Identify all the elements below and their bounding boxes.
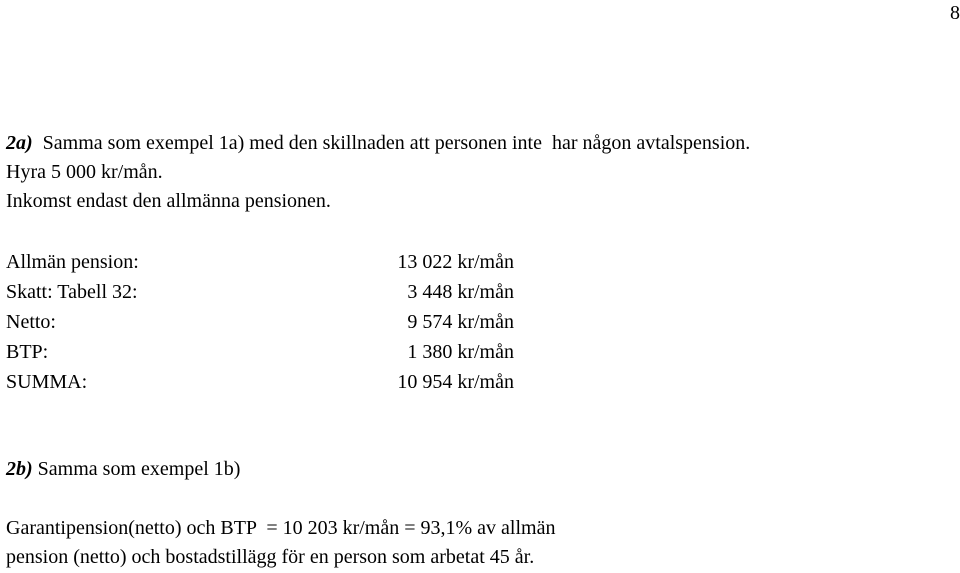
table-row [6,248,526,278]
row-value-allman-pension: 13 022 kr/mån [397,251,514,273]
table-row [6,338,526,368]
row-label-allman-pension: Allmän pension: [6,251,139,273]
row-value-btp: 1 380 kr/mån [407,341,514,363]
income-line: Inkomst endast den allmänna pensionen. [6,190,331,212]
table-row [6,368,526,398]
rent-line: Hyra 5 000 kr/mån. [6,161,163,183]
section-2a [6,129,750,216]
row-value-skatt: 3 448 kr/mån [407,281,514,303]
row-value-netto: 9 574 kr/mån [407,311,514,333]
section-2b-text: Samma som exempel 1b) [32,458,241,480]
conclusion-line-1: Garantipension(netto) och BTP = 10 203 kr/mån = 93,1% av allmän [6,517,556,539]
section-2a-heading [6,129,750,158]
table-row [6,278,526,308]
row-label-btp: BTP: [6,341,49,363]
page-number: 8 [950,2,960,24]
section-2b-label: 2b) [6,458,33,480]
row-label-summa: SUMMA: [6,371,88,393]
row-label-skatt: Skatt: Tabell 32: [6,281,138,303]
table-row [6,308,526,338]
conclusion [6,514,555,572]
section-2a-label: 2a) [6,132,33,154]
row-label-netto: Netto: [6,311,56,333]
section-2b-heading [6,455,240,484]
section-2b [6,455,240,484]
pension-table [6,248,526,398]
row-value-summa: 10 954 kr/mån [397,371,514,393]
conclusion-line-2: pension (netto) och bostadstillägg för en person som arbetat 45 år. [6,546,535,568]
section-2a-heading-text: Samma som exempel 1a) med den skillnaden att personen inte har någon avtalspension. [32,132,751,154]
